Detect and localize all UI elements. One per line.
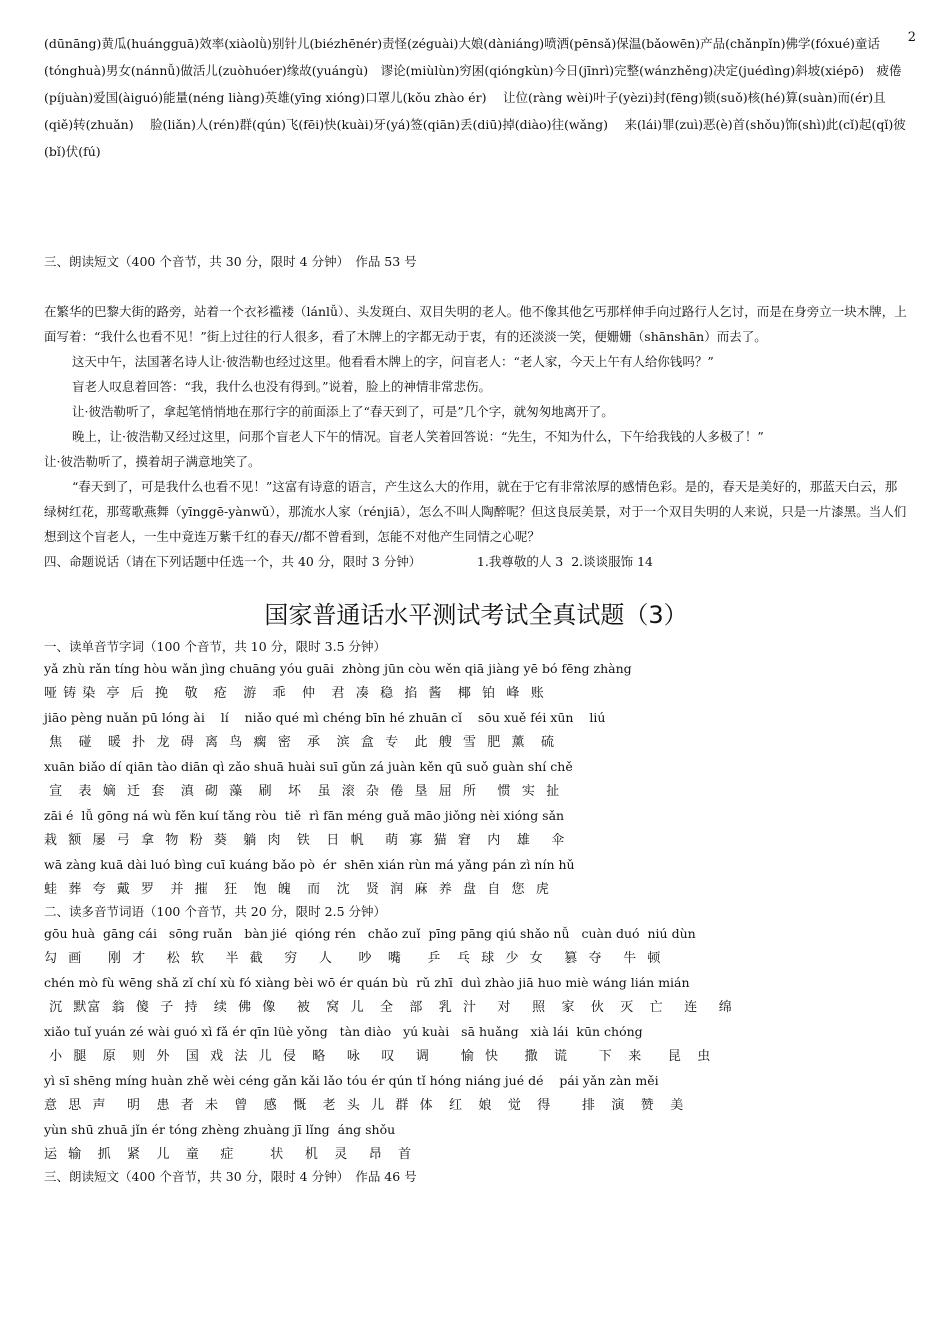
pinyin-line: jiāo pèng nuǎn pū lóng ài lí niǎo qué mì chéng bīn hé zhuān cǐ sōu xuě féi xūn liú <box>44 710 606 725</box>
hanzi-line: 意 思 声 明 患 者 未 曾 感 慨 老 头 儿 群 体 红 娘 觉 得 排 演 赞 美 <box>44 1098 685 1113</box>
pinyin-line: yùn shū zhuā jǐn ér tóng zhèng zhuàng jī lǐng áng shǒu <box>44 1122 396 1137</box>
section4-topics: 1.我尊敬的人 3 2.谈谈服饰 14 <box>476 554 654 569</box>
article-paragraph: 这天中午，法国著名诗人让·彼浩勒也经过这里。他看看木牌上的字，问盲老人：“老人家，今天上午有人给你钱吗？” <box>72 354 714 369</box>
hanzi-line: 焦 碰 暖 扑 龙 碍 离 鸟 瘸 密 承 滨 盒 专 此 艘 雪 肥 薰 硫 <box>44 735 555 750</box>
hanzi-line: 蛙 葬 夸 戴 罗 并 摧 狂 饱 魄 而 沈 贤 润 麻 养 盘 自 您 虎 <box>44 882 550 897</box>
pinyin-line: yì sī shēng míng huàn zhě wèi céng gǎn kǎi lǎo tóu ér qún tǐ hóng niáng jué dé pái yǎn zàn měi <box>44 1073 659 1088</box>
reading-article <box>44 299 908 549</box>
part3-header: 三、朗读短文（400 个音节，共 30 分，限时 4 分钟） 作品 46 号 <box>44 1169 417 1184</box>
word-row <box>44 1118 908 1167</box>
pinyin-line: gōu huà gāng cái sōng ruǎn bàn jié qióng rén chǎo zuǐ pīng pāng qiú shǎo nǚ cuàn duó niú dùn <box>44 926 696 941</box>
article-paragraph: 让·彼浩勒听了，拿起笔悄悄地在那行字的前面添上了“春天到了，可是”几个字，就匆匆地离开了。 <box>72 404 614 419</box>
word-row <box>44 1020 908 1069</box>
page-number: 2 <box>907 30 916 45</box>
part2-header: 二、读多音节词语（100 个音节，共 20 分，限时 2.5 分钟） <box>44 904 387 919</box>
article-paragraph: “春天到了，可是我什么也看不见！”这富有诗意的语言，产生这么大的作用，就在于它有非常浓厚的感情色彩。是的，春天是美好的，那蓝天白云，那绿树红花，那莺歌燕舞（yīnggē-yànwǔ），那流水人家（rénjiā），怎么不叫人陶醉呢？但这良辰美景，对于一个双目失明的人来说，只是一片漆黑。当人们想到这个盲老人，一生中竟连万紫千红的春天//都不曾看到，怎能不对他产生同情之心呢？ <box>44 479 907 544</box>
syllable-row <box>44 804 908 853</box>
syllable-row <box>44 853 908 902</box>
hanzi-line: 小 腿 原 则 外 国 戏 法 儿 侵 略 咏 叹 调 愉 快 撒 谎 下 来 昆 虫 <box>44 1049 712 1064</box>
word-row <box>44 922 908 971</box>
word-row <box>44 1069 908 1118</box>
hanzi-line: 栽 额 屡 弓 拿 物 粉 葵 躺 肉 铁 日 帆 萌 寡 猫 窘 内 雄 伞 <box>44 833 566 848</box>
article-paragraph: 让·彼浩勒听了，摸着胡子满意地笑了。 <box>44 454 261 469</box>
article-paragraph: 盲老人叹息着回答：“我，我什么也没有得到。”说着，脸上的神情非常悲伤。 <box>72 379 492 394</box>
syllable-row <box>44 706 908 755</box>
pinyin-line: wā zàng kuā dài luó bìng cuī kuáng bǎo pò ér shēn xián rùn má yǎng pán zì nín hǔ <box>44 857 575 872</box>
part1-header: 一、读单音节字词（100 个音节，共 10 分，限时 3.5 分钟） <box>44 639 387 654</box>
hanzi-line: 哑 铸 染 亭 后 挽 敬 疮 游 乖 仲 君 凑 稳 掐 酱 椰 铂 峰 账 <box>44 686 545 701</box>
pinyin-line: yǎ zhù rǎn tíng hòu wǎn jìng chuāng yóu guāi zhòng jūn còu wěn qiā jiàng yē bó fēng zhàng <box>44 661 632 676</box>
intro-text: (dūnāng)黄瓜(huángguā)效率(xiàolǜ)别针儿(biézhēnér)责怪(zéguài)大娘(dàniáng)喷洒(pēnsǎ)保温(bǎowēn)产品(chǎnpǐn)佛学(fóxué)童话(tónghuà)男女(nánnǚ)做活儿(zuòhuóer)缘故(yuángù) 谬论(miùlùn)穷困(qióngkùn)今日(jīnrì)完整(wánzhěng)决定(juédìng)斜坡(xiépō) 疲倦(píjuàn)爱国(àiguó)能量(néng liàng)英雄(yīng xióng)口罩儿(kǒu zhào ér) 让位(ràng wèi)叶子(yèzi)封(fēng)锁(suǒ)核(hé)算(suàn)而(ér)且(qiě)转(zhuǎn) 脸(liǎn)人(rén)群(qún)飞(fēi)快(kuài)牙(yá)签(qiān)丢(diū)掉(diào)往(wǎng) 来(lái)罪(zuì)恶(è)首(shǒu)饰(shì)此(cǐ)起(qǐ)彼(bǐ)伏(fú) <box>44 36 906 159</box>
pinyin-line: chén mò fù wēng shǎ zǐ chí xù fó xiàng bèi wō ér quán bù rǔ zhī duì zhào jiā huo miè wáng lián mián <box>44 975 690 990</box>
section4-header: 四、命题说话（请在下列话题中任选一个，共 40 分，限时 3 分钟） <box>44 554 422 569</box>
pinyin-line: xiǎo tuǐ yuán zé wài guó xì fǎ ér qīn lüè yǒng tàn diào yú kuài sā huǎng xià lái kūn chóng <box>44 1024 643 1039</box>
intro-word-list <box>44 30 916 165</box>
article-paragraph: 在繁华的巴黎大街的路旁，站着一个衣衫褴褛（lánlǚ）、头发斑白、双目失明的老人。他不像其他乞丐那样伸手向过路行人乞讨，而是在身旁立一块木牌，上面写着：“我什么也看不见！”街上过往的行人很多，看了木牌上的字都无动于衷，有的还淡淡一笑，便姗姗（shānshān）而去了。 <box>44 304 907 344</box>
syllable-row <box>44 657 908 706</box>
exam-title: 国家普通话水平测试考试全真试题（3） <box>264 601 688 629</box>
section3-header: 三、朗读短文（400 个音节，共 30 分，限时 4 分钟） 作品 53 号 <box>44 254 417 269</box>
syllable-row <box>44 755 908 804</box>
hanzi-line: 沉 默富 翁 傻 子 持 续 佛 像 被 窝 儿 全 部 乳 汁 对 照 家 伙 灭 亡 连 绵 <box>44 1000 733 1015</box>
pinyin-line: xuān biǎo dí qiān tào diān qì zǎo shuā huài suī gǔn zá juàn kěn qū suǒ guàn shí chě <box>44 759 573 774</box>
word-row <box>44 971 908 1020</box>
article-paragraph: 晚上，让·彼浩勒又经过这里，问那个盲老人下午的情况。盲老人笑着回答说：“先生，不知为什么，下午给我钱的人多极了！” <box>72 429 764 444</box>
hanzi-line: 运 输 抓 紧 儿 童 症 状 机 灵 昂 首 <box>44 1147 413 1162</box>
section4-line <box>44 549 908 575</box>
hanzi-line: 勾 画 刚 才 松 软 半 截 穷 人 吵 嘴 乒 乓 球 少 女 篡 夺 牛 顿 <box>44 951 662 966</box>
document-page <box>44 30 916 1187</box>
hanzi-line: 宣 表 嫡 迁 套 滇 砌 藻 刷 坏 虽 滚 杂 倦 垦 屈 所 惯 实 扯 <box>44 784 561 799</box>
pinyin-line: zāi é lǚ gōng ná wù fěn kuí tǎng ròu tiě rì fān méng guǎ māo jiǒng nèi xióng sǎn <box>44 808 565 823</box>
